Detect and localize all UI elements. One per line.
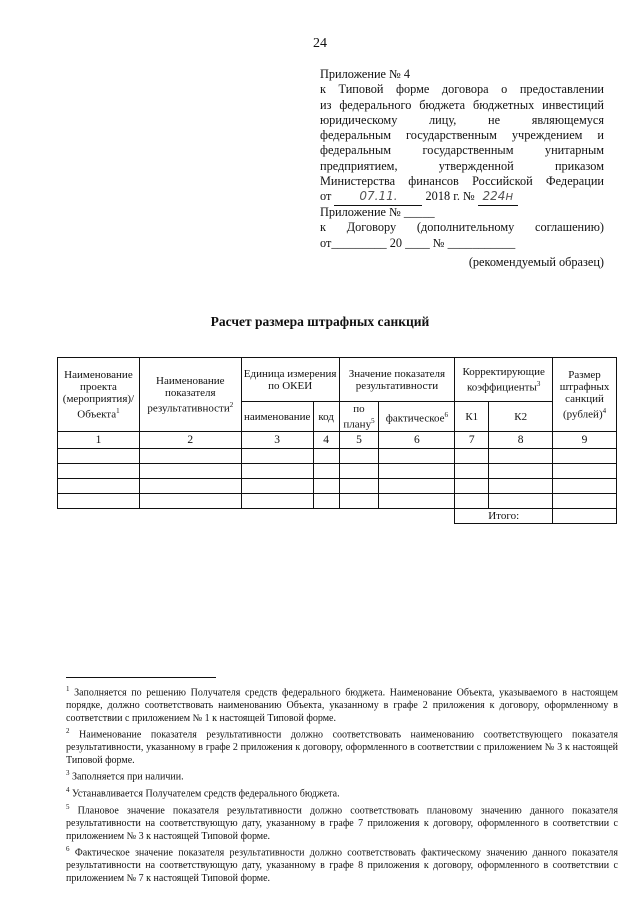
header-k1: К1: [455, 402, 489, 432]
header-project: Наименование проекта (мероприятия)/ Объекта$^1$: [58, 358, 140, 432]
col-number: 2: [139, 432, 241, 449]
column-numbers-row: [58, 432, 617, 449]
page-number: 24: [313, 36, 327, 51]
col-number: 1: [58, 432, 140, 449]
appendix-line: федеральным государственным учреждением и: [320, 128, 604, 143]
table-row: [58, 449, 617, 464]
footnote: $^3$ Заполняется при наличии.: [66, 769, 184, 783]
appendix-header: [320, 67, 604, 206]
appendix-line: к Типовой форме договора о предоставлении: [320, 82, 604, 97]
header-k2: К2: [489, 402, 553, 432]
table-row: [58, 494, 617, 509]
total-row: [58, 509, 617, 524]
col-number: 5: [339, 432, 379, 449]
date-year: 2018 г. №: [425, 189, 475, 204]
footnote: $^2$ Наименование показателя результативности должно соответствовать наименованию соответствующего показателя результативности, указанному в графе 2 приложения к договору, оформленного в соответствии с приложением № 3 к настоящей Типовой форме.: [66, 727, 619, 766]
handwritten-date: 07.11.: [334, 189, 422, 205]
header-sanction: Размер штрафных санкций (рублей)$^4$: [553, 358, 617, 432]
header-value: Значение показателя результативности: [339, 358, 455, 402]
col-number: 4: [313, 432, 339, 449]
header-coefficients: Корректирующие коэффициенты$^3$: [455, 358, 553, 402]
footnote-divider: [66, 677, 216, 678]
footnote: $^1$ Заполняется по решению Получателя средств федерального бюджета. Наименование Объекта, указываемого в настоящем порядке, должно соответствовать наименованию Объекта, указанному в графе 2 приложения к договору, оформленному в соответствии с приложением № 1 к настоящей Типовой форме.: [66, 685, 618, 724]
appendix2-date: от_________ 20 ____ № ___________: [320, 235, 516, 250]
col-number: 8: [489, 432, 553, 449]
header-unit: Единица измерения по ОКЕИ: [241, 358, 339, 402]
header-unit-name: наименование: [241, 402, 313, 432]
footnotes: [66, 683, 618, 885]
appendix2-title: Приложение № _____: [320, 205, 435, 219]
appendix-date-line: [320, 189, 604, 205]
handwritten-number: 224н: [478, 189, 518, 205]
total-value: [553, 509, 617, 524]
col-number: 7: [455, 432, 489, 449]
date-prefix: от: [320, 189, 332, 204]
table-row: [58, 479, 617, 494]
appendix-line: федеральным государственным унитарным: [320, 143, 604, 158]
col-number: 6: [379, 432, 455, 449]
appendix-title: Приложение № 4: [320, 67, 411, 81]
appendix-line: из федерального бюджета бюджетных инвестиций: [320, 97, 604, 112]
header-value-fact: фактическое$^6$: [379, 402, 455, 432]
total-label: Итого:: [455, 509, 553, 524]
header-unit-code: код: [313, 402, 339, 432]
document-title: Расчет размера штрафных санкций: [210, 314, 430, 329]
table-row: [58, 464, 617, 479]
footnote: $^4$ Устанавливается Получателем средств федерального бюджета.: [66, 786, 340, 800]
footnote: $^5$ Плановое значение показателя результативности должно соответствовать плановому значению данного показателя результативности на соответствующую дату, указанному в графе 7 приложения к договору, оформленного в соответствии с приложением № 3 к настоящей Типовой форме.: [66, 803, 619, 842]
header-indicator: Наименование показателя результативности$^2$: [139, 358, 241, 432]
col-number: 3: [241, 432, 313, 449]
appendix-contract: [320, 205, 604, 251]
col-number: 9: [553, 432, 617, 449]
sample-label: (рекомендуемый образец): [468, 255, 604, 269]
header-value-plan: по плану$^5$: [339, 402, 379, 432]
appendix2-line: к Договору (дополнительному соглашению): [320, 220, 604, 235]
appendix-line: юридическому лицу, не являющемуся: [320, 112, 604, 127]
sanctions-table: [57, 357, 617, 524]
appendix-line: Министерства финансов Российской Федерации: [320, 174, 604, 189]
appendix-line: предприятием, утвержденной приказом: [320, 158, 604, 173]
footnote: $^6$ Фактическое значение показателя результативности должно соответствовать фактическому значению данного показателя результативности на соответствующую дату, указанному в графе 8 приложения к договору, оформленного в соответствии с приложением № 7 к настоящей Типовой форме.: [66, 845, 619, 884]
